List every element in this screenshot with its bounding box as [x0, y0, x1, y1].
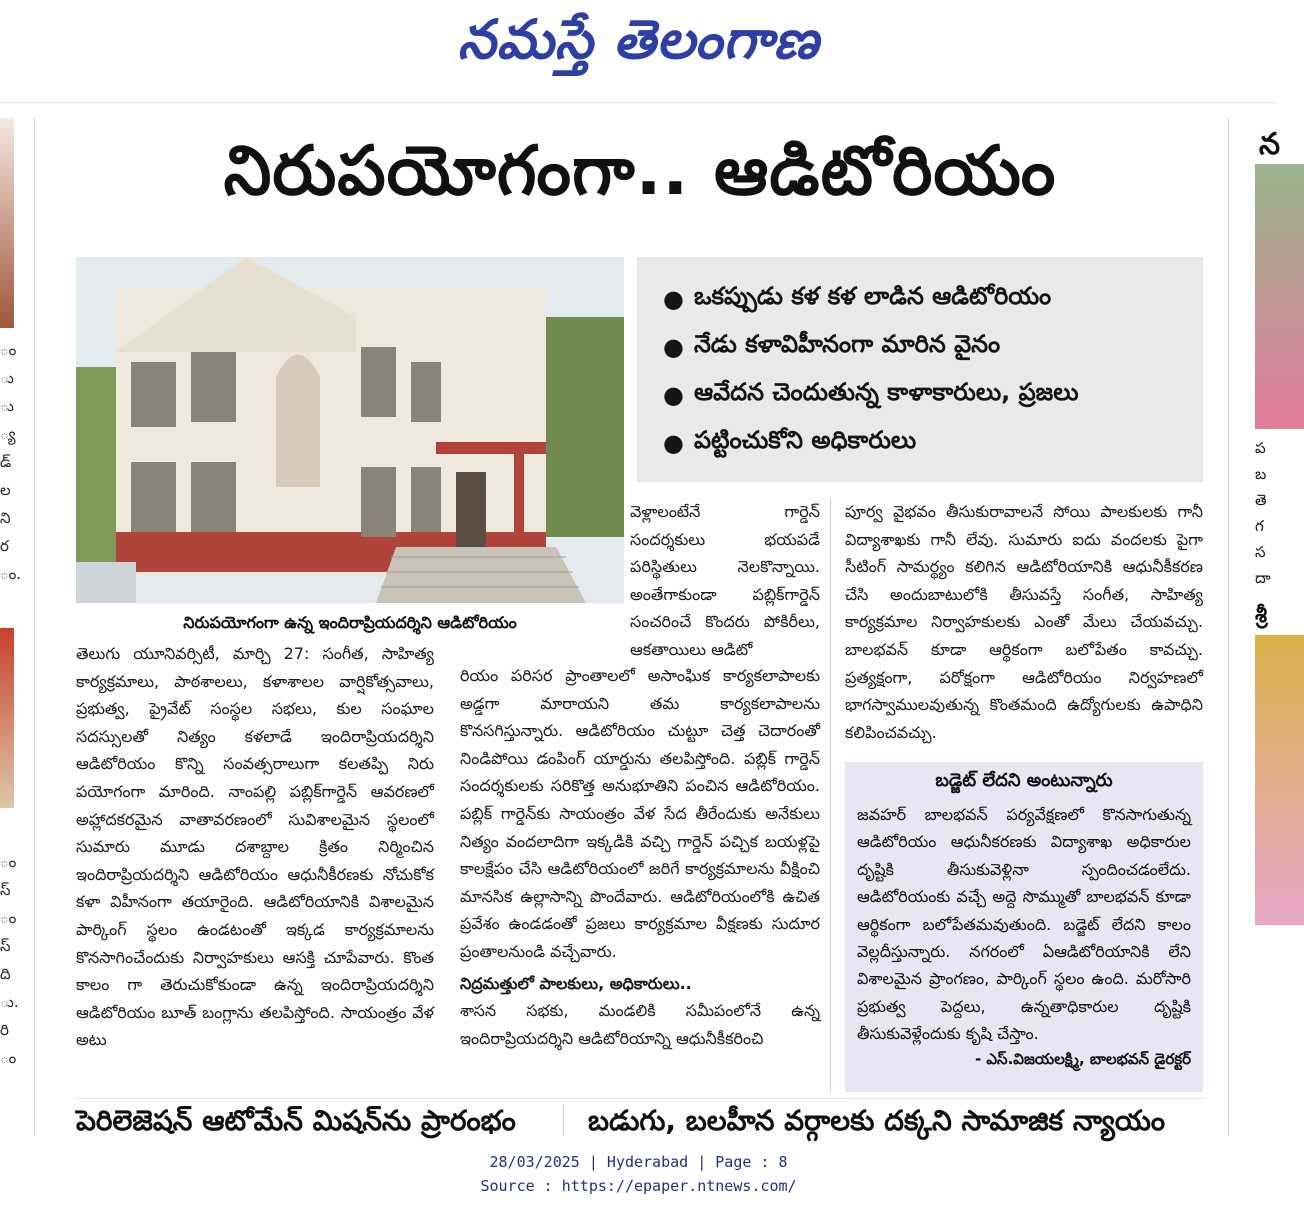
masthead-divider [0, 102, 1277, 103]
masthead [0, 0, 1277, 92]
next-headline-left: పెరిలెజెషన్ ఆటోమేన్ మిషన్‌ను ప్రారంభం [76, 1104, 516, 1137]
left-edge-photo [0, 118, 14, 328]
right-edge-photo-2 [1255, 635, 1304, 925]
left-edge-photo-2 [0, 628, 14, 808]
highlight-item: ● ఒకప్పుడు కళ కళ లాడిన ఆడిటోరియం [663, 282, 1052, 313]
next-headline-right: బడుగు, బలహీన వర్గాలకు దక్కని సామాజిక న్యాయం [588, 1104, 1166, 1137]
highlight-item: ● పట్టించుకోని అధికారులు [663, 426, 917, 457]
right-edge-text: ప బ తె గ స దా శ్రీ [1255, 439, 1271, 628]
photo-caption: నిరుపయోగంగా ఉన్న ఇందిరాప్రియదర్శిని ఆడిటోరియం [183, 613, 517, 632]
bullet-icon: ● [663, 285, 684, 313]
article-column-2: రియం పరిసర ప్రాంతాలలో అసాంఘిక కార్యకలాపాలకు అడ్డగా మారాయని తమ కార్యకలాపాలను కొనసగిస్తున్నారు. ఆడిటోరియం చుట్టూ చెత్త చెదారంతో నిండిపోయి డంపింగ్ యార్డును తలపిస్తోంది. పబ్లిక్ గార్డెన్ సందర్శకులకు సరికొత్త అనుభూతిని పంచిన ఆడిటోరియం. పబ్లిక్ గార్డెన్‌కు సాయంత్రం వేళ సేద తీరేందుకు అనేకులు నిత్యం వందలాదిగా ఇక్కడికి వచ్చి గార్డెన్ పచ్చిక బయళ్లపై కాలక్షేపం చేసి ఆడిటోరియంలో జరిగే కార్యక్రమాలను వీక్షించి మానసిక ఉల్లాసాన్ని పొందేవారు. ఆడిటోరియంలోకి ఉచిత ప్రవేశం ఉండడంతో ప్రజలు కార్యక్రమాల వీక్షణకు సుదూర ప్రంతాలనుండి వచ్చేవారు. నిద్రమత్తులో పాలకులు, అధికారులు.. శాసన సభకు, మండలికి సమీపంలోనే ఉన్న ఇందిరాప్రియదర్శిని ఆడిటోరియాన్ని ఆధునీకీకరించి [460, 666, 820, 1048]
sidebox-body: జవహర్ బాలభవన్ పర్యవేక్షణలో కొనసాగుతున్న ఆడిటోరియం ఆధునీకరణకు విద్యాశాఖ అధికారుల దృష్టికి తీసుకువెళ్లినా స్పందించడంలేదు. ఆడిటోరియంకు వచ్చే అద్దె సొమ్ముతో బాలభవన్ కూడా ఆర్థికంగా బలోపేతమవుతుంది. బడ్జెట్ లేదని కాలం వెల్లదీస్తున్నారు. నగరంలో ఏఆడిటోరియానికి లేని విశాలమైన ప్రాంగణం, పార్కింగ్ స్థలం ఉంది. మరోసారి ప్రభుత్వ పెద్దలు, ఉన్నతాధికారుల దృష్టికి తీసుకువెళ్లేందుకు కృషి చేస్తాం. [857, 805, 1191, 1044]
auditorium-illustration [76, 257, 624, 603]
quote-sidebox [845, 762, 1203, 1092]
article-column-1: తెలుగు యూనివర్సిటీ, మార్చి 27: సంగీత, సాహిత్య కార్యక్రమాలు, పాఠశాలలు, కళాశాలల వార్షికోత్సవాలు, ప్రభుత్వ, ప్రైవేట్ సంస్థల సభలు, కుల సంఘాల సదస్సులతో నిత్యం కళలాడే ఇందిరాప్రియదర్శిని ఆడిటోరియం కొన్ని సంవత్సరాలుగా కలతప్పి నిరు పయోగంగా మారింది. నాంపల్లి పబ్లిక్‌గార్డెన్ ఆవరణలో అహ్లాదకరమైన వాతావరణంలో సువిశాలమైన స్థలంలో సుమారు మూడు దశాబ్దాల క్రితం నిర్మించిన ఇందిరాప్రియదర్శిని ఆడిటోరియం ఆధునీకీరణకు నోచుకోక కళా విహీనంగా తయారైంది. ఆడిటోరియానికి విశాలమైన పార్కింగ్ స్థలం ఉండటంతో ఇక్కడ కార్యక్రమాలను కొనసాగించేందుకు నిర్వాహకులు ఆసక్తి చూపేవారు. కొంత కాలం గా తెరుచుకోకుండా ఉన్న ఇందిరాప్రియదర్శిని ఆడిటోరియం బూత్ బంగ్లాను తలపిస్తోంది. సాయంత్రం వేళ అటు [76, 644, 434, 1050]
column-rule [830, 498, 831, 1093]
bottom-column-rule [563, 1104, 564, 1136]
footer-source-line[interactable]: Source : https://epaper.ntnews.com/ [480, 1177, 797, 1195]
bullet-icon: ● [663, 333, 684, 361]
auditorium-photo [76, 257, 624, 603]
left-edge-text-2: ం స్ ం స్ ది ు. రి ం [0, 853, 19, 1067]
left-edge-fragment [0, 118, 22, 1136]
article-headline: నిరుపయోగంగా.. ఆడిటోరియం [223, 132, 1057, 211]
right-edge-photo [1255, 164, 1304, 429]
highlight-item: ● నేడు కళావిహీనంగా మారిన వైనం [663, 330, 1001, 361]
sidebox-signature: - ఎస్.విజయలక్ష్మి, బాలభవన్ డైరక్టర్ [974, 1049, 1191, 1068]
newspaper-logo: నమస్తే తెలంగాణ [457, 7, 820, 71]
highlight-item: ● ఆవేదన చెందుతున్న కాళాకారులు, ప్రజలు [663, 378, 1079, 409]
article-column-3: పూర్వ వైభవం తీసుకురావాలనే సోయి పాలకులకు గానీ విద్యాశాఖకు గానీ లేవు. సుమారు ఐదు వందలకు పైగా సీటింగ్ సామర్థ్యం కలిగిన ఆడిటోరియానికి ఆధునీకీకరణ చేసి అందుబాటులోకి తీసువస్తే సంగీత, సాహిత్య కార్యక్రమాల నిర్వాహకులకు ఎంతో మేలు చేయవచ్చు. బాలభవన్ కూడా ఆర్థికంగా బలోపేతం కావచ్చు. ప్రత్యక్షంగా, పరోక్షంగా ఆడిటోరియం నిర్వహణలో భాగస్వాములవుతున్న కొంతమంది ఉద్యోగులకు ఉపాధిని కలిపించవచ్చు. [845, 502, 1203, 742]
highlights-box [637, 257, 1203, 482]
bottom-divider [76, 1098, 1203, 1099]
column-subhead: నిద్రమత్తులో పాలకులు, అధికారులు.. [460, 973, 692, 993]
left-column-rule [34, 118, 35, 1136]
bullet-icon: ● [663, 381, 684, 409]
sidebox-title: బడ్జెట్ లేదని అంటున్నారు [935, 770, 1113, 791]
page-footer [0, 1150, 1277, 1198]
footer-date-line: 28/03/2025 | Hyderabad | Page : 8 [489, 1153, 788, 1171]
left-edge-text: ం ు ు ్య డ్ ల ని ర ం. [0, 341, 22, 583]
article-column-2-top: వెళ్లాలంటేనే గార్డెన్ సందర్శకులు భయపడే పరిస్థితులు నెలకొన్నాయి. అంతేగాకుండా పబ్లిక్‌గార్డెన్ సంచరించే కొందరు పోకిరీలు, ఆకతాయిలు ఆడిటో [630, 502, 820, 659]
right-edge-fragment: న ప బ తె గ స దా శ్రీ [1228, 118, 1278, 1136]
bullet-icon: ● [663, 429, 684, 457]
